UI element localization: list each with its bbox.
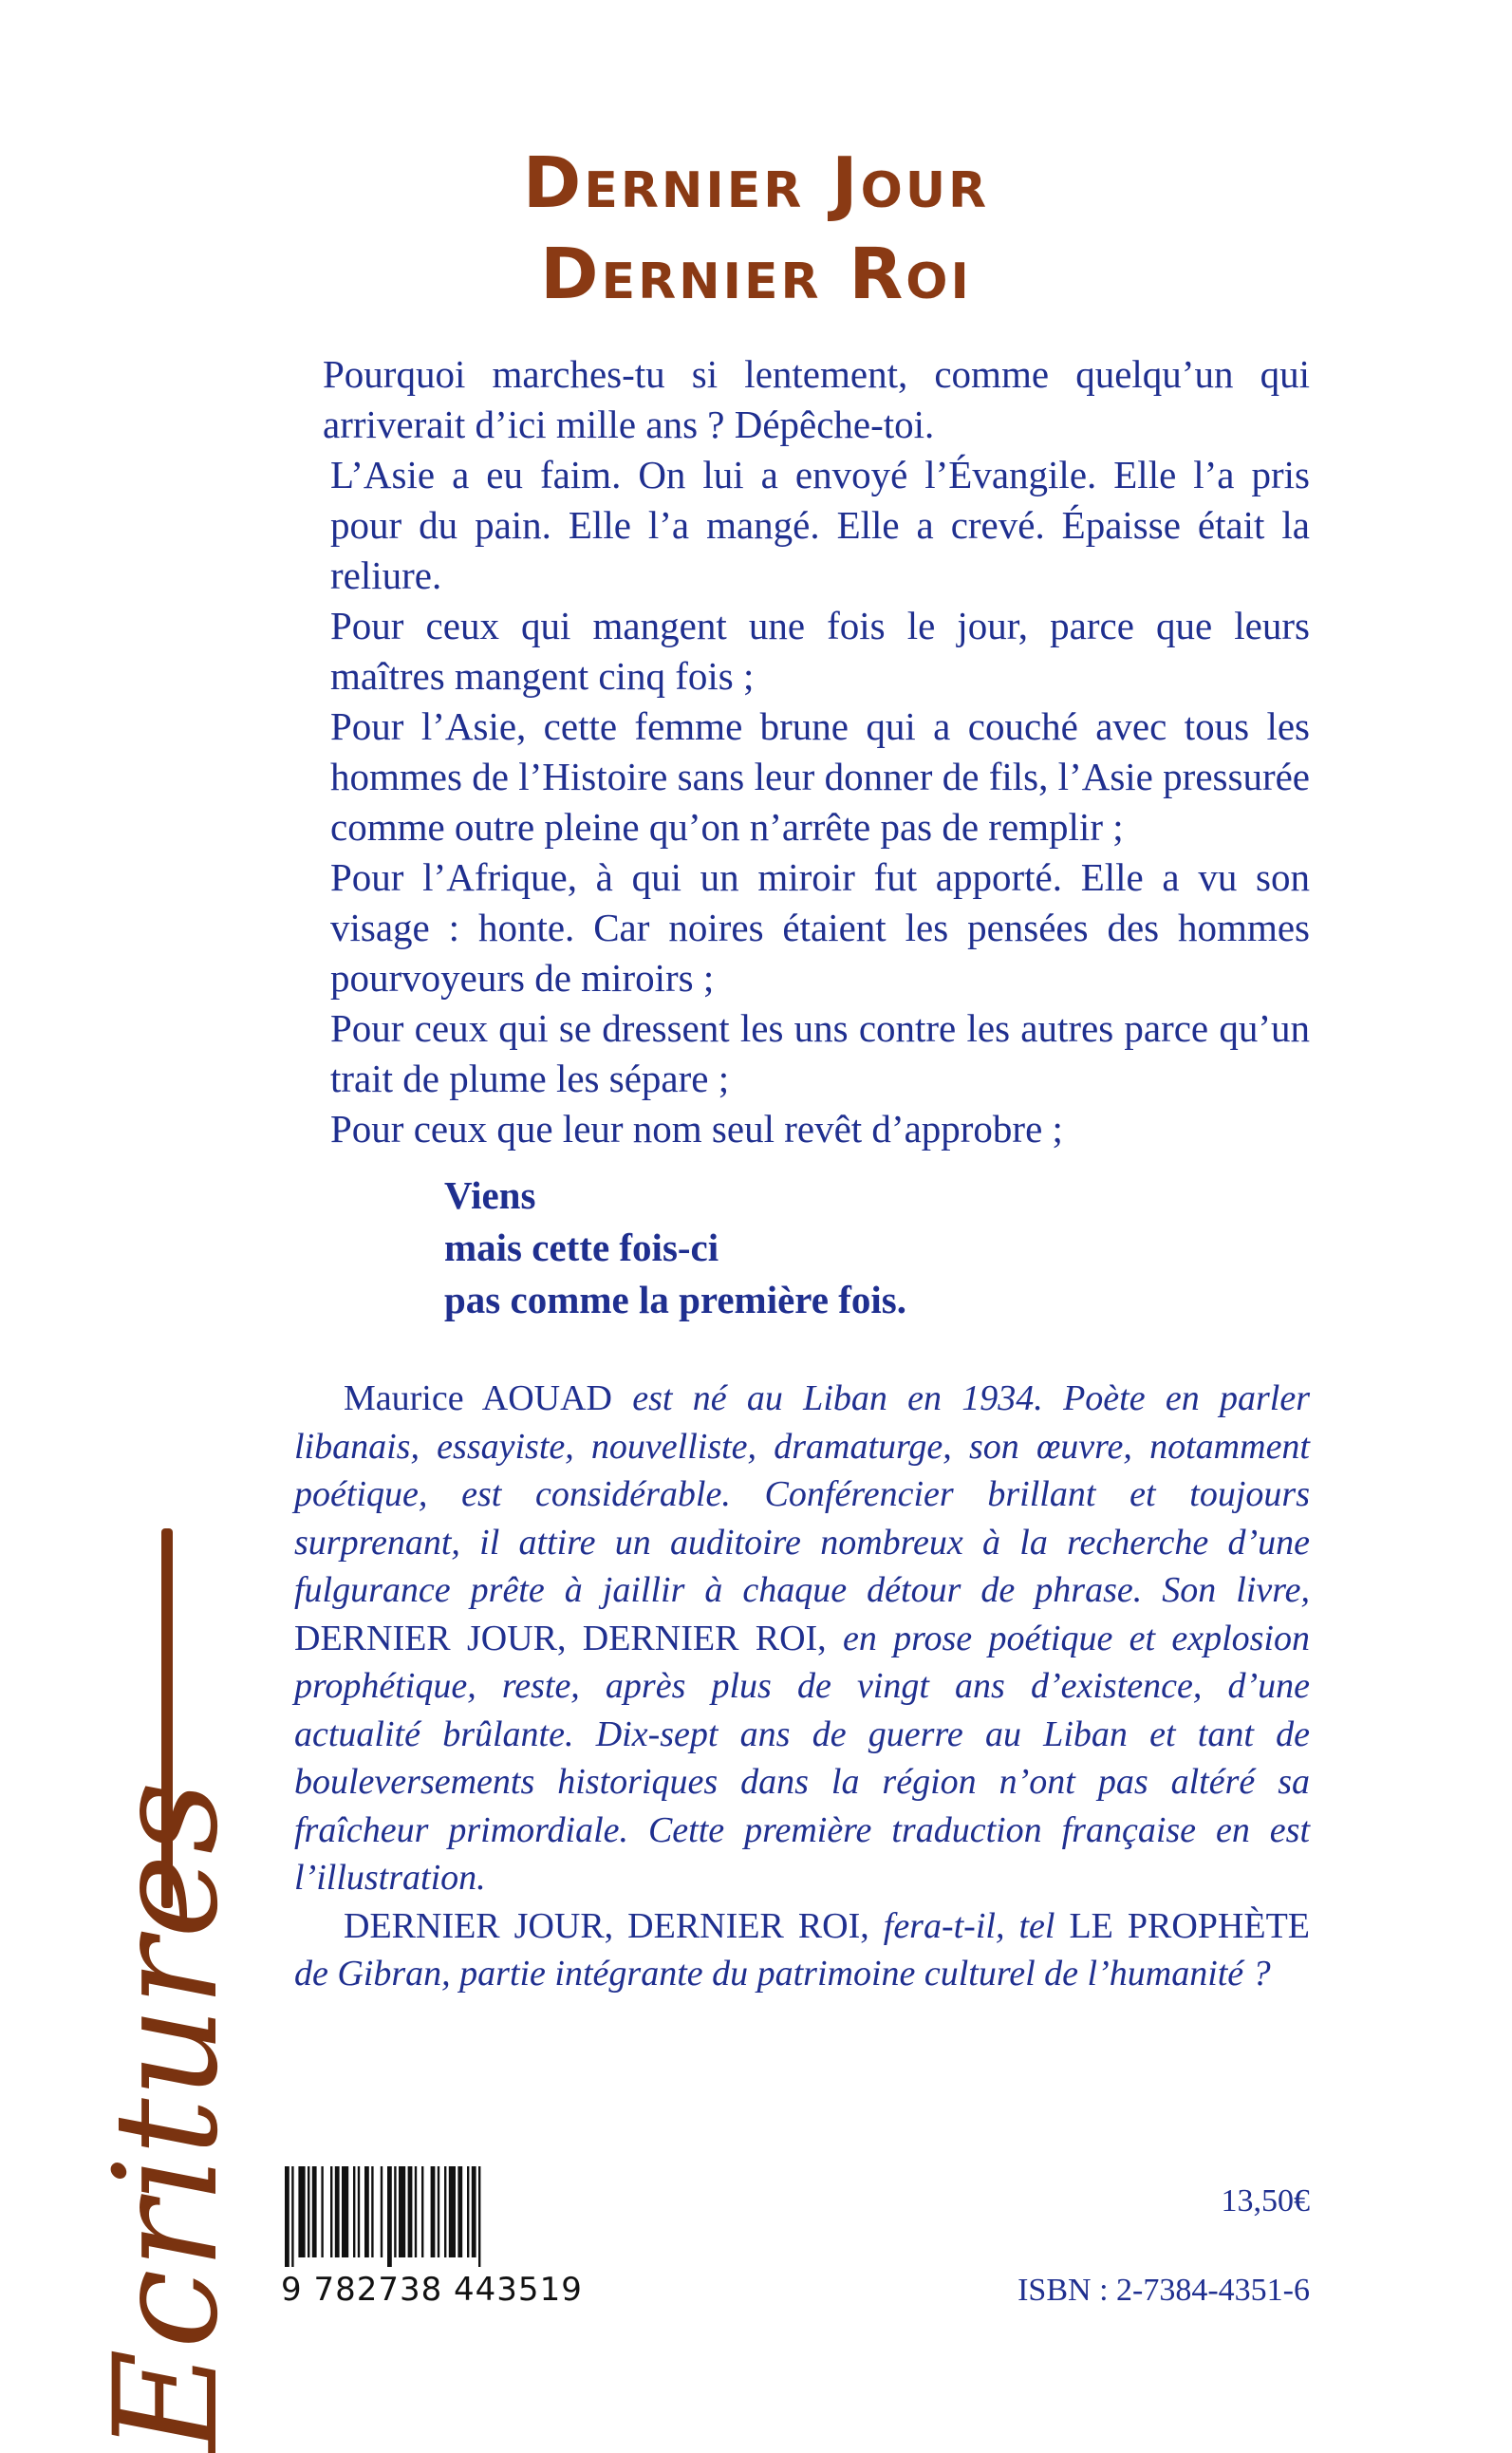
barcode-bar [467, 2166, 469, 2257]
other-book-title: LE PROPHÈTE [1069, 1905, 1310, 1946]
bio-text: est né au Liban en 1934. Poète en parler libanais, essayiste, nouvelliste, dramaturge, son œuvre, notamment poétique, est considérable. Conférencier brillant et toujours surprenant, il attire un auditoire nombreux à la recherche d’une fulgurance prête à jaillir à chaque détour de phrase. Son livre, [294, 1378, 1310, 1610]
barcode-bar [472, 2166, 476, 2257]
barcode-bar [342, 2166, 348, 2257]
poem-paragraph: Pourquoi marches-tu si lentement, comme quelqu’un qui arriverait d’ici mille ans ? Dépêche-toi. [323, 352, 1310, 446]
barcode-bar [371, 2166, 373, 2257]
barcode-bar [298, 2166, 305, 2257]
barcode-bar [444, 2166, 446, 2257]
barcode-bar [364, 2166, 369, 2257]
bio-text: en prose poétique et explosion prophétique, reste, après plus de vingt ans d’existence, d’une actualité brûlante. Dix-sept ans de guerre au Liban et tant de bouleversements historiques dans la région n’ont pas altéré sa fraîcheur primordiale. Cette première traduction française en est l’illustration. [294, 1618, 1310, 1898]
barcode-bar [285, 2166, 289, 2267]
isbn: ISBN : 2-7384-4351-6 [1017, 2273, 1310, 2308]
poem-paragraph: Pour ceux qui se dressent les uns contre les autres parce qu’un trait de plume les sépare ; [330, 1006, 1310, 1100]
bio-text: fera-t-il, tel [868, 1905, 1070, 1946]
poem-paragraph: Pour ceux que leur nom seul revêt d’approbre ; [330, 1107, 1063, 1151]
poem-refrain [444, 1170, 906, 1326]
barcode-bar [321, 2166, 323, 2257]
barcode-bar [394, 2166, 396, 2257]
poem-paragraph: Pour l’Afrique, à qui un miroir fut apporté. Elle a vu son visage : honte. Car noires étaient les pensées des hommes pourvoyeurs de miroirs ; [330, 855, 1310, 1000]
barcode-digits: 9 782738 443519 [281, 2271, 583, 2309]
barcode [283, 2166, 568, 2267]
barcode-bar [330, 2166, 332, 2257]
bio-paragraph-2 [294, 1902, 1310, 1998]
barcode-bar [408, 2166, 413, 2257]
title-line-2: Dernier Roi [540, 234, 972, 315]
bio-paragraph-1 [294, 1375, 1310, 1902]
barcode-bar [353, 2166, 355, 2257]
poem-paragraph: Pour l’Asie, cette femme brune qui a couché avec tous les hommes de l’Histoire sans leur donner de fils, l’Asie pressurée comme outre pleine qu’on n’arrête pas de remplir ; [330, 704, 1310, 849]
barcode-bar [438, 2166, 439, 2257]
barcode-bar [381, 2166, 383, 2257]
barcode-bar [431, 2166, 436, 2257]
author-biography [294, 1375, 1310, 1998]
barcode-bar [415, 2166, 417, 2257]
collection-logo: Ecritures [84, 1781, 250, 2453]
barcode-bar [457, 2166, 462, 2257]
barcode-bar [358, 2166, 360, 2257]
title-line-1: Dernier Jour [522, 142, 990, 224]
author-name: Maurice AOUAD [344, 1378, 612, 1418]
price: 13,50€ [1221, 2183, 1310, 2219]
barcode-bar [291, 2166, 293, 2267]
poem-excerpt [323, 349, 1310, 1154]
barcode-bar [308, 2166, 309, 2257]
bio-text: de Gibran, partie intégrante du patrimoine culturel de l’humanité ? [294, 1954, 1271, 1994]
barcode-bar [399, 2166, 405, 2257]
book-title-ref: DERNIER JOUR, DERNIER ROI, [344, 1905, 869, 1946]
barcode-bar [421, 2166, 423, 2257]
barcode-bar [478, 2166, 480, 2267]
barcode-bar [449, 2166, 456, 2257]
barcode-bar [312, 2166, 317, 2257]
refrain-line: Viens [444, 1173, 536, 1217]
poem-paragraph: L’Asie a eu faim. On lui a envoyé l’Évangile. Elle l’a pris pour du pain. Elle l’a mangé. Elle a crevé. Épaisse était la reliure. [330, 453, 1310, 597]
refrain-line: mais cette fois-ci [444, 1226, 719, 1269]
book-title-ref: DERNIER JOUR, DERNIER ROI, [294, 1618, 827, 1658]
barcode-bar [387, 2166, 392, 2267]
refrain-line: pas comme la première fois. [444, 1278, 906, 1321]
poem-paragraph: Pour ceux qui mangent une fois le jour, parce que leurs maîtres mangent cinq fois ; [330, 604, 1310, 698]
barcode-bar [335, 2166, 340, 2257]
